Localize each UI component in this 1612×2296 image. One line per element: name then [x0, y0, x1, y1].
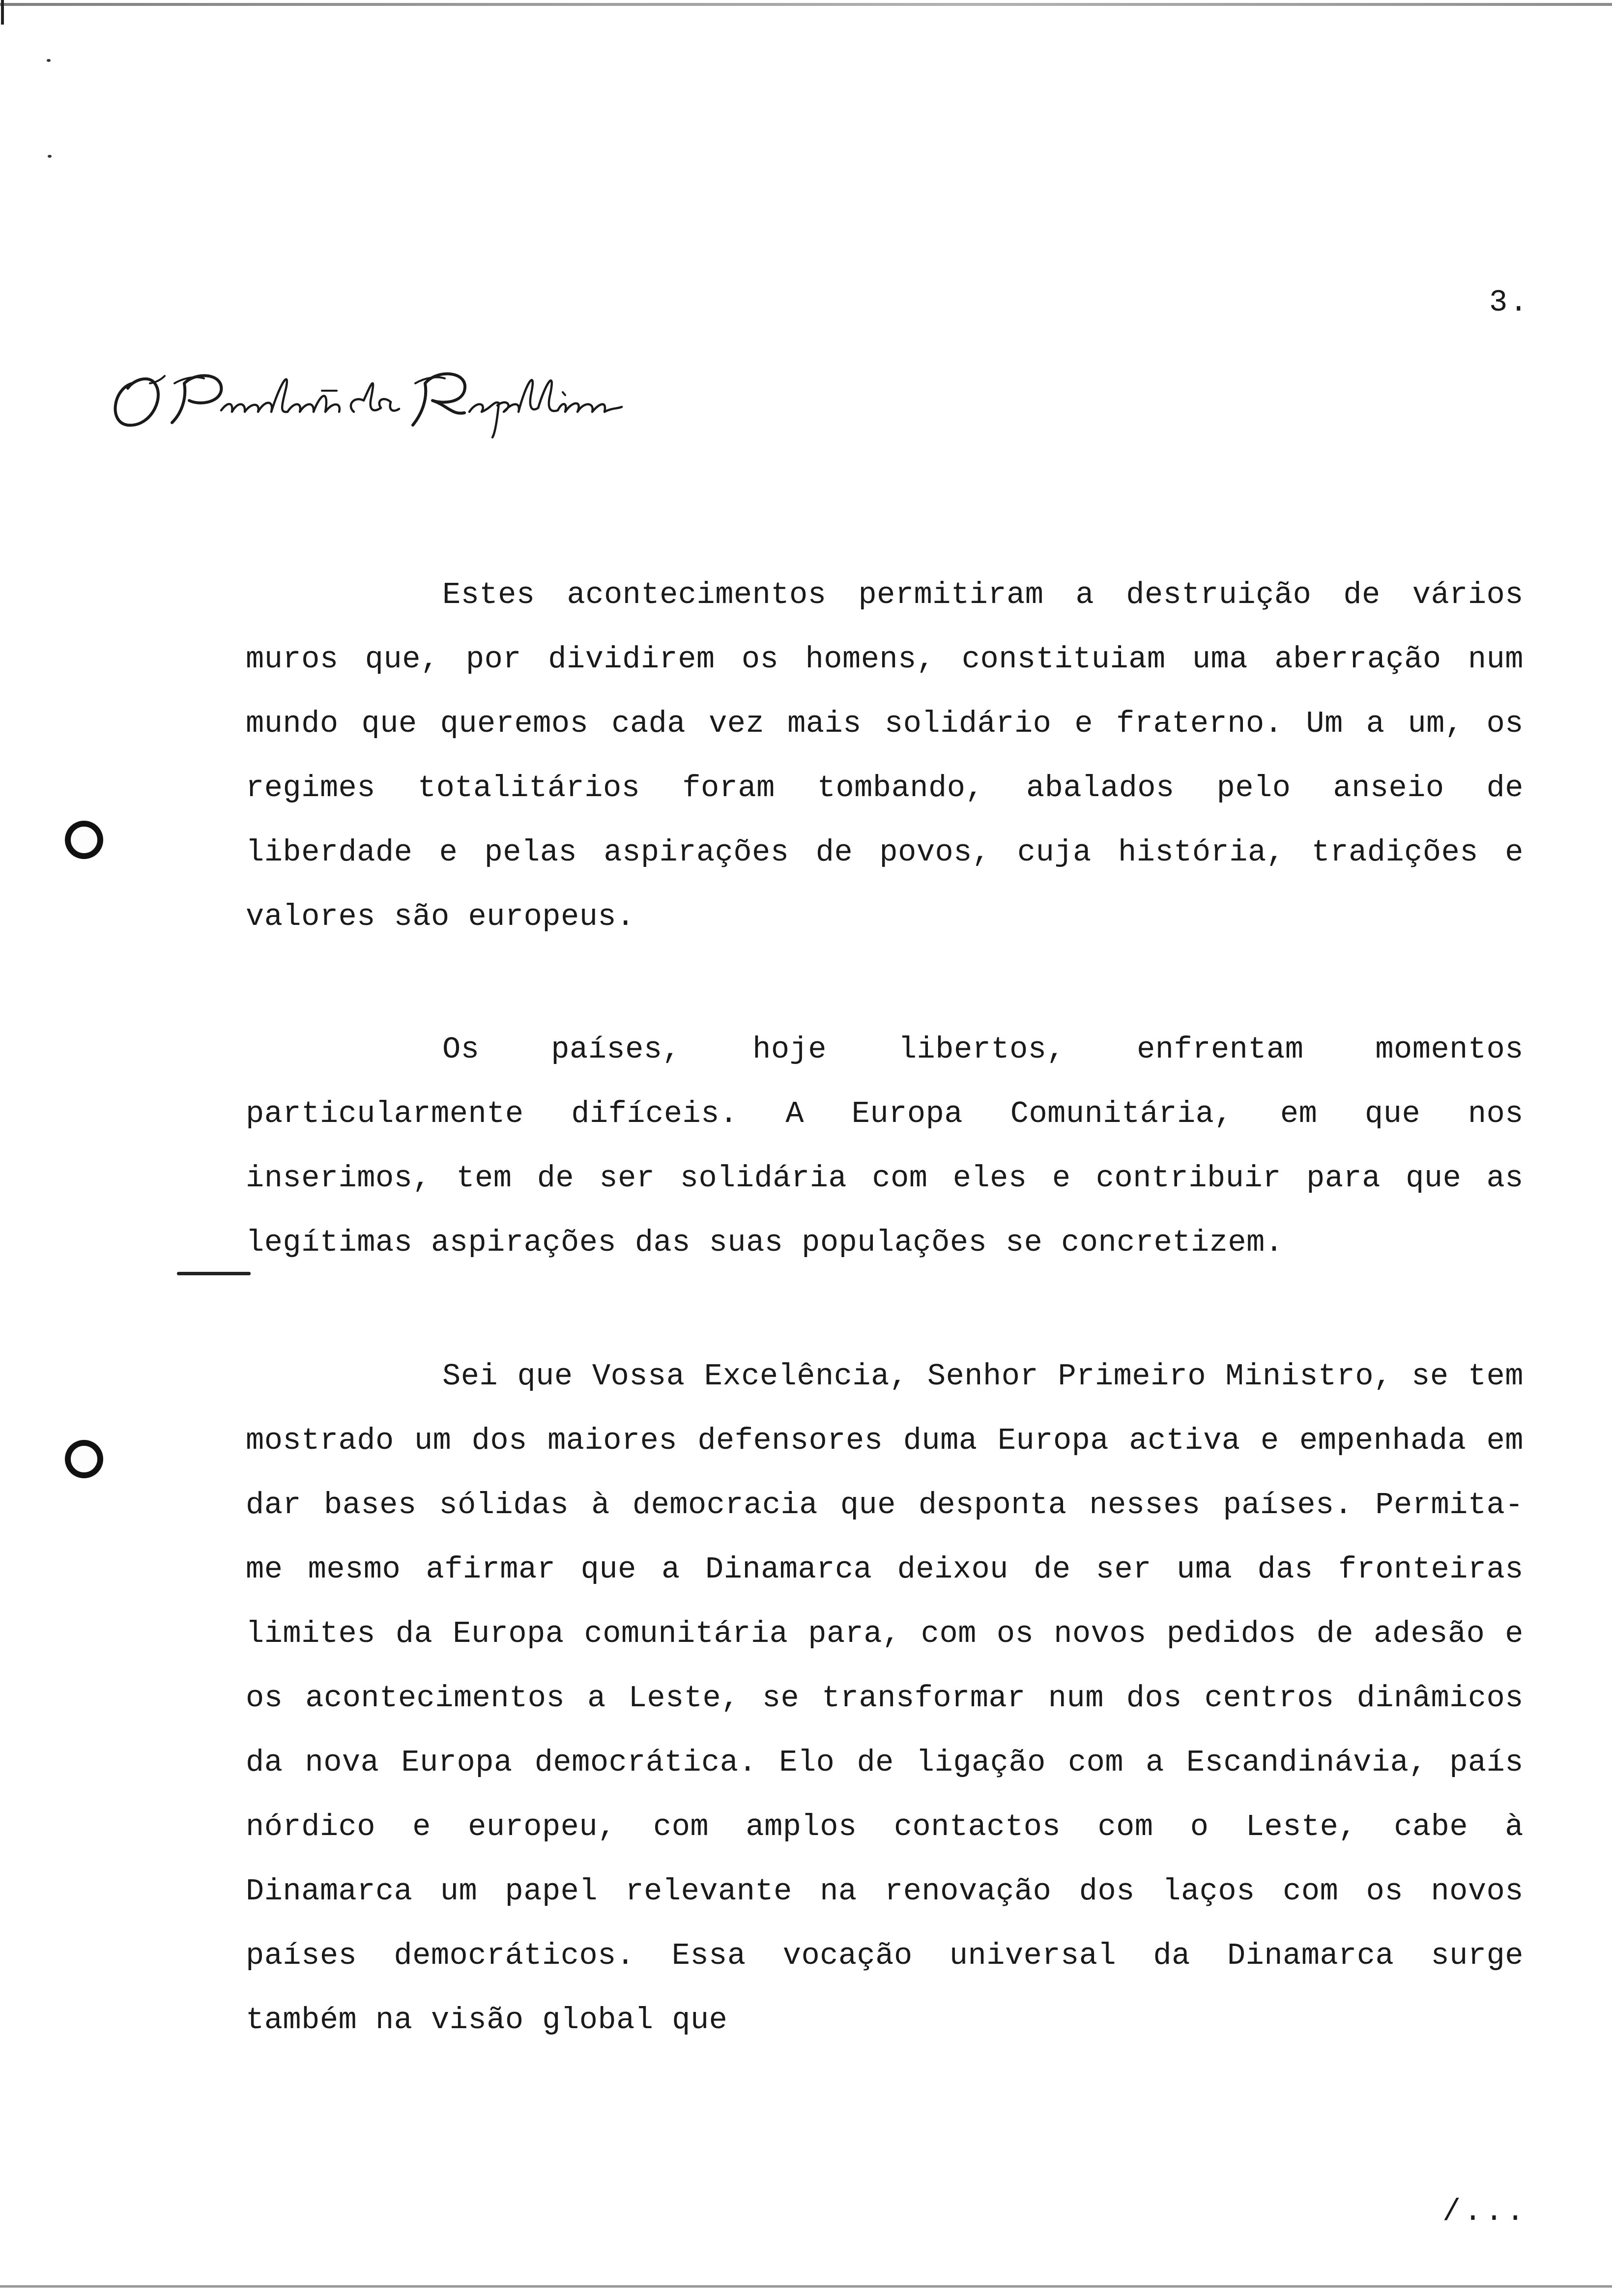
paragraph: [246, 1017, 1542, 1275]
binder-hole: [65, 1440, 103, 1478]
paragraph: [246, 1344, 1542, 2052]
scan-left-mark: [1, 0, 4, 25]
scan-speck: [48, 155, 52, 158]
letterhead-script: [98, 354, 708, 442]
paragraph-text: Os países, hoje libertos, enfrentam momentos particularmente difíceis. A Europa Comunitária, em que nos inserimos, tem de ser solidária com eles e contribuir para que as legítimas aspirações das suas populações se concretizem.: [246, 1032, 1542, 1260]
margin-mark: [177, 1272, 251, 1275]
page-number: 3.: [1489, 285, 1530, 320]
continuation-mark: /...: [1442, 2194, 1527, 2229]
binder-hole: [65, 821, 103, 859]
scan-speck: [47, 59, 51, 62]
scan-top-edge: [0, 3, 1612, 6]
paragraph: [246, 563, 1542, 949]
scan-bottom-edge: [0, 2285, 1612, 2288]
paragraph-text: Estes acontecimentos permitiram a destruição de vários muros que, por dividirem os homens, constituiam uma aberração num mundo que queremos cada vez mais solidário e fraterno. Um a um, os regimes totalitários foram tombando, abalados pelo anseio de liberdade e pelas aspirações de povos, cuja história, tradições e valores são europeus.: [246, 577, 1542, 934]
paragraph-text: Sei que Vossa Excelência, Senhor Primeiro Ministro, se tem mostrado um dos maiores defensores duma Europa activa e empenhada em dar bases sólidas à democracia que desponta nesses países. Permita-me mesmo afirmar que a Dinamarca deixou de ser uma das fronteiras limites da Europa comunitária para, com os novos pedidos de adesão e os acontecimentos a Leste, se transformar num dos centros dinâmicos da nova Europa democrática. Elo de ligação com a Escandinávia, país nórdico e europeu, com amplos contactos com o Leste, cabe à Dinamarca um papel relevante na renovação dos laços com os novos países democráticos. Essa vocação universal da Dinamarca surge também na visão global que: [246, 1359, 1542, 2038]
